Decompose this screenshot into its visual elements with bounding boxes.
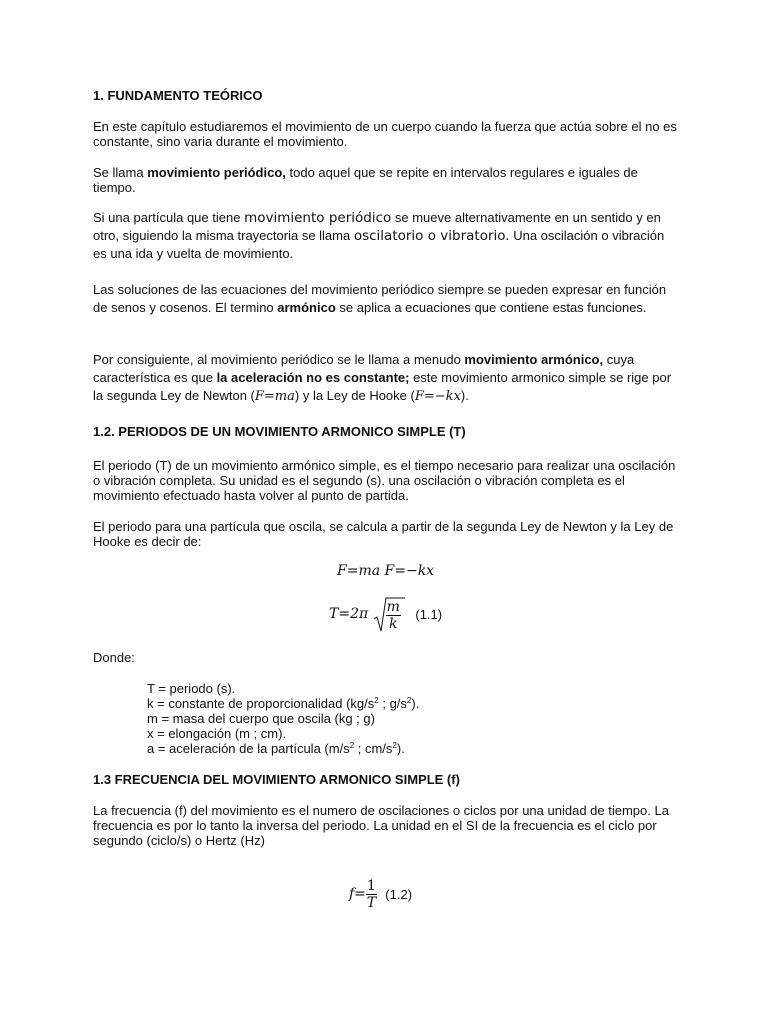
- donde-label: [93, 650, 678, 665]
- equation-number: (1.2): [385, 887, 413, 902]
- definition-x: x = elongación (m ; cm).: [147, 726, 287, 741]
- text: este movimiento armonico simple se rige por la segunda Ley de Newton (: [93, 370, 672, 403]
- definition-k: k = constante de proporcionalidad ($kg/s^2$ ; $g/s^2$).: [147, 696, 420, 711]
- equation-frequency: [349, 878, 412, 911]
- paragraph-period-definition: [93, 458, 678, 503]
- text: Se llama: [93, 165, 148, 180]
- section-1-3-heading: [93, 772, 678, 787]
- paragraph-period-calc-text: El periodo para una partícula que oscila, se calcula a partir de la segunda Ley de Newton y la Ley de Hooke es decir de:: [93, 519, 674, 549]
- equation-lhs: T=2π: [329, 606, 369, 622]
- text: se mueve alternativamente en un sentido y en otro, siguiendo la misma trayectoria se llama: [93, 210, 661, 243]
- denominator: T: [366, 895, 377, 911]
- math-newton: F=ma: [254, 389, 295, 404]
- text: Las soluciones de las ecuaciones del movimiento periódico siempre se pueden expresar en función de senos y cosenos. El termino: [93, 282, 667, 315]
- bold-term: movimiento periódico,: [147, 165, 286, 180]
- fraction-1-over-T: [366, 878, 377, 911]
- heading-frecuencia: 1.3 FRECUENCIA DEL MOVIMIENTO ARMONICO SIMPLE (f): [93, 772, 460, 787]
- equation-newton-hooke: [337, 564, 434, 579]
- heading-fundamento-teorico: 1. FUNDAMENTO TEÓRICO: [93, 88, 263, 103]
- donde-text: Donde:: [93, 650, 135, 665]
- text: Por consiguiente, al movimiento periódico se le llama a menudo: [93, 352, 465, 367]
- heading-periodos: 1.2. PERIODOS DE UN MOVIMIENTO ARMONICO SIMPLE (T): [93, 424, 466, 439]
- bold-term: la aceleración no es constante;: [216, 370, 410, 385]
- text: Si una partícula que tiene: [93, 210, 245, 225]
- text: ) y la Ley de Hooke (: [294, 388, 415, 403]
- radical-sign: [373, 597, 405, 633]
- section-1-2-heading: [93, 424, 678, 439]
- equation-period: [329, 597, 442, 632]
- text: cuya característica es que: [93, 352, 635, 385]
- bold-term: armónico: [277, 300, 336, 315]
- definition-T: T = periodo (s).: [147, 681, 236, 696]
- paragraph-frequency-text: La frecuencia (f) del movimiento es el numero de oscilaciones o ciclos por una unidad de tiempo. La frecuencia es por lo tanto la inversa del periodo. La unidad en el SI de la frecuencia es el ciclo por segundo (ciclo/s) o Hertz (Hz): [93, 803, 669, 848]
- paragraph-intro-text: En este capítulo estudiaremos el movimiento de un cuerpo cuando la fuerza que actúa sobre el no es constante, sino varia durante el movimiento.: [93, 119, 677, 149]
- bold-term: movimiento armónico,: [464, 352, 604, 367]
- text: Una oscilación o vibración es una ida y vuelta de movimiento.: [93, 228, 665, 261]
- paragraph-harmonic-motion: [93, 351, 678, 406]
- math-hooke: F=−kx: [414, 389, 461, 404]
- numerator: 1: [366, 878, 376, 894]
- equation-lhs: f=: [349, 886, 366, 902]
- paragraph-period-text: El periodo (T) de un movimiento armónico simple, es el tiempo necesario para realizar una oscilación o vibración completa. Su unidad es el segundo (s). una oscilación o vibración completa es el movimiento efectuado hasta volver al punto de partida.: [93, 458, 676, 503]
- definition-m: m = masa del cuerpo que oscila (kg ; g): [147, 711, 375, 726]
- variable-definitions: [147, 681, 667, 756]
- paragraph-oscillatory: [93, 209, 678, 263]
- text: se aplica a ecuaciones que contiene estas funciones.: [335, 300, 647, 315]
- square-root: [373, 597, 401, 632]
- paragraph-periodic-definition: [93, 165, 678, 195]
- paragraph-period-calc: [93, 519, 678, 549]
- paragraph-harmonic: [93, 281, 678, 317]
- term-periodic: movimiento periódico: [244, 210, 392, 226]
- numerator: m: [386, 599, 400, 615]
- equation-number: (1.1): [415, 607, 443, 622]
- definition-a: a = aceleración de la partícula ($m/s^2$ ; $cm/s^2$).: [147, 741, 405, 756]
- paragraph-frequency: [93, 803, 678, 848]
- paragraph-intro: [93, 119, 678, 149]
- text: todo aquel que se repite en intervalos regulares e iguales de tiempo.: [93, 165, 638, 195]
- equation-text: F=ma F=−kx: [337, 563, 435, 579]
- term-oscillatory: oscilatorio o vibratorio.: [353, 228, 510, 244]
- text: ).: [460, 388, 469, 403]
- section-1-heading: [93, 88, 678, 103]
- denominator: k: [389, 616, 398, 632]
